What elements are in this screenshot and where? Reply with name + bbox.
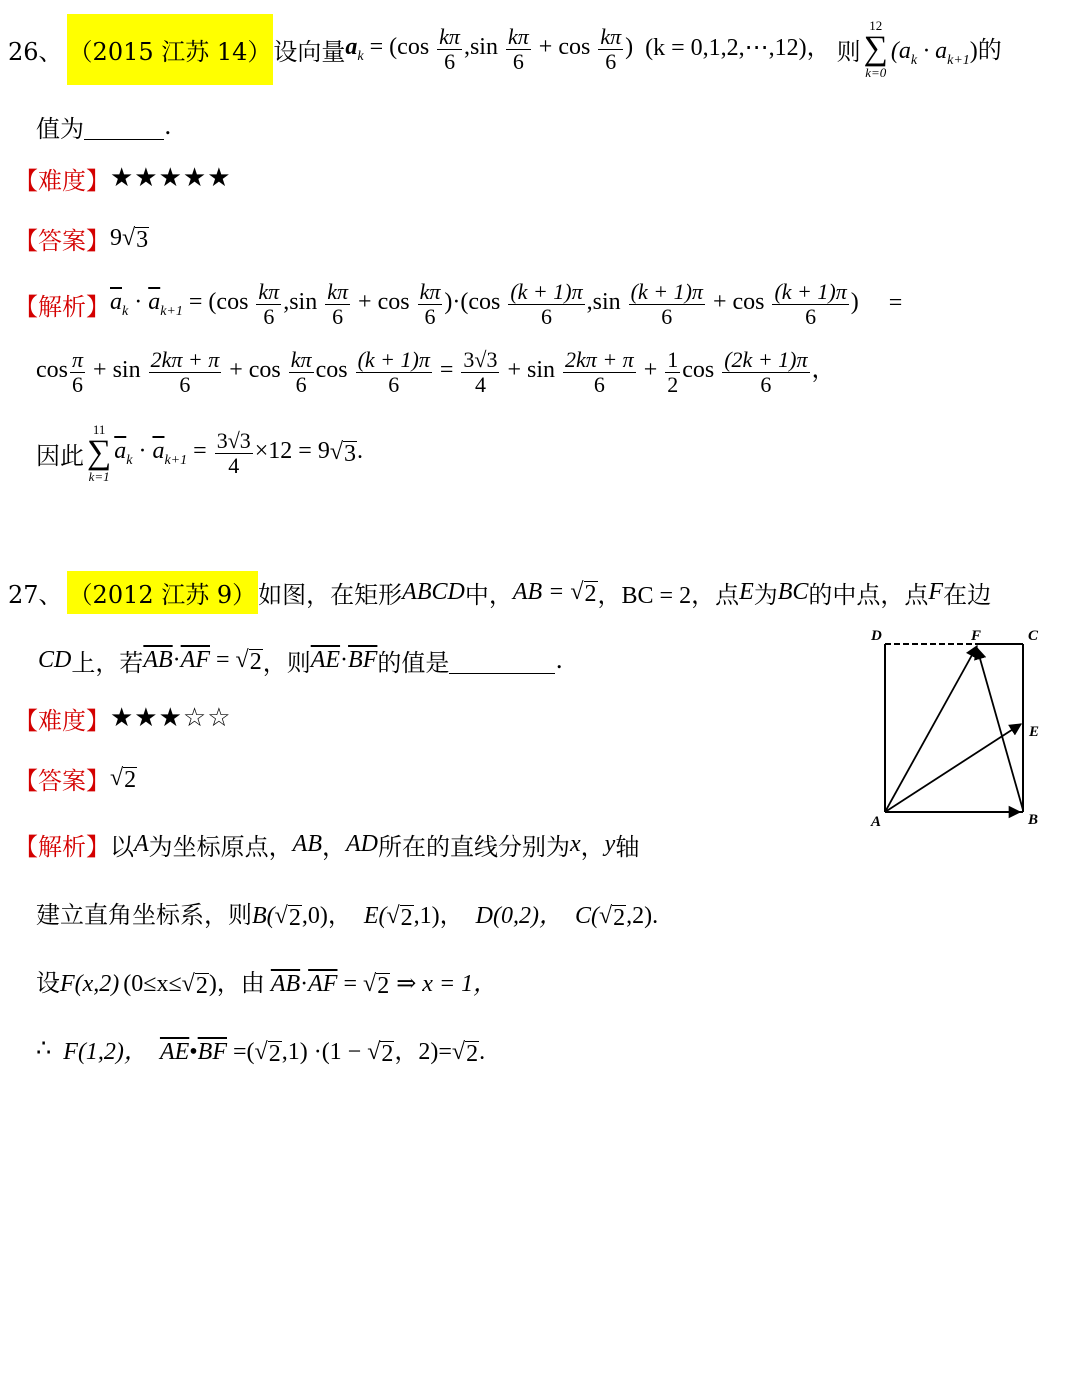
p26-solution-line3 — [36, 420, 363, 486]
p27-condition-line — [38, 640, 563, 680]
p27-e: E — [739, 578, 754, 605]
p27-value-suffix: . — [555, 646, 564, 674]
p27-sol-l1c: 所在的直线分别为 — [378, 832, 570, 861]
p27-sol-sep2: ， — [580, 832, 605, 861]
p27-solution-line2 — [36, 894, 658, 930]
p27-sol-l1b: 为坐标原点， — [148, 832, 293, 861]
p27-f: F — [928, 578, 944, 605]
p26-solution-expr2: cos $\frac{\pi}{6}$ + sin $\frac{2k\pi + \pi}{6}$ + cos $\frac{k\pi}{6}$ cos $\frac{(k + 1)\pi}{6}$ = $\frac{3√3}{4}$ + sin $\frac{2k\pi + \pi}{6}$ + $\frac{1}{2}$ cos $\frac{(2k + 1)\pi}{6}$ ， — [36, 347, 836, 397]
p27-sol-final: F(1,2)， $\overline{AE}•\overline{BF}$ =(√ 2 ,1) ·(1 − √ 2 ，2)=√ 2 . — [63, 1038, 486, 1067]
p27-value-text: 的值是 — [377, 648, 450, 677]
p26-solution-expr1: $\overline{a}_k \cdot \overline{a}_{k+1} = (\cos$ $\frac{k\pi}{6}$ ,sin $\frac{k\pi}{6}$ + cos $\frac{k\pi}{6}$ )·(cos $\frac{(k + 1)\pi}{6}$ ,sin $\frac{(k + 1)\pi}{6}$ + cos $\frac{(k + 1)\pi}{6}$ ) = — [110, 279, 903, 329]
vector-bf — [977, 648, 1023, 810]
p27-query: $\overline{AE}\cdot\overline{BF}$ — [310, 646, 378, 673]
p26-answer-value: 9√ 3 — [110, 224, 149, 253]
p27-stem-text: 如图，在矩形 — [258, 580, 403, 609]
p27-cd: CD — [38, 646, 72, 673]
p26-difficulty-stars: ★★★★★ — [110, 163, 232, 193]
p27-condition: $\overline{AB}\cdot\overline{AF}$ = √ 2 — [143, 646, 262, 675]
p26-number: 26、 — [8, 37, 63, 66]
p27-solution-line4 — [36, 1030, 485, 1066]
p27-sol-l3: 设 — [36, 968, 60, 997]
p27-source-highlight: （2012 江苏 9） — [67, 571, 259, 614]
p26-stem-prefix: 设向量 — [273, 37, 346, 66]
label-d: D — [871, 628, 882, 644]
p26-therefore: 因此 — [36, 441, 84, 470]
p26-solution-expr3: $\overline{a}_k \cdot \overline{a}_{k+1}$ = $\frac{3√3}{4}$ ×12 = 9√ 3 . — [114, 428, 364, 478]
p26-solution-line2 — [36, 344, 836, 400]
p27-ab-eq: AB = √ 2 — [512, 578, 597, 607]
p27-sol-l1: 以 — [110, 832, 134, 861]
p27-sol-sep: ， — [322, 832, 346, 861]
p26-stem-line — [8, 12, 1002, 86]
p27-sol-axis: 轴 — [615, 832, 640, 861]
p26-solution-sum: 11 ∑ k=1 — [87, 422, 112, 484]
p27-answer-tag: 【答案】 — [14, 766, 110, 795]
p26-value-line — [36, 108, 172, 144]
p26-solution-line1 — [14, 276, 902, 332]
p27-solution-line1 — [14, 826, 639, 862]
p26-sum-body: $(a_k \cdot a_{k+1})$的 — [890, 37, 1002, 68]
p26-answer-line — [14, 220, 149, 256]
p27-sol-set-f: F(x,2) (0≤x≤√ 2 )，由 $\overline{AB}\cdot\overline{AF}$ = √ 2 ⇒ x = 1， — [60, 970, 498, 999]
p27-sol-y: y — [604, 830, 616, 857]
p27-abcd: ABCD — [402, 578, 465, 605]
p27-difficulty-stars: ★★★☆☆ — [110, 703, 232, 733]
p27-cond-prefix: 上，若 — [71, 648, 144, 677]
p27-answer-blank[interactable] — [449, 647, 555, 674]
label-f: F — [971, 628, 982, 644]
p27-solution-tag: 【解析】 — [14, 832, 110, 861]
label-b: B — [1028, 812, 1039, 828]
p27-then: ，则 — [262, 648, 311, 677]
p26-difficulty-tag: 【难度】 — [14, 166, 110, 195]
vector-af — [885, 646, 977, 812]
p27-number: 27、 — [8, 580, 63, 609]
p27-answer-line — [14, 760, 137, 796]
p27-bc: BC — [777, 578, 809, 605]
p26-value-suffix: . — [164, 112, 172, 140]
p27-on-edge: 在边 — [943, 580, 992, 609]
p27-sol-therefore: ∴ — [36, 1034, 52, 1062]
p27-sol-ab: AB — [292, 830, 322, 857]
rectangle-abcd — [885, 644, 1023, 812]
label-c: C — [1028, 628, 1039, 644]
vector-ae — [885, 724, 1021, 812]
p27-sol-a: A — [134, 830, 149, 857]
label-e: E — [1029, 724, 1040, 740]
p27-stem-line — [8, 572, 991, 612]
p27-solution-line3 — [36, 962, 497, 998]
rectangle-vector-figure — [865, 622, 1065, 832]
p26-solution-tag: 【解析】 — [14, 292, 110, 321]
p27-sol-x: x — [570, 830, 581, 857]
p27-sol-l2: 建立直角坐标系，则 — [36, 900, 252, 929]
p27-difficulty-line — [14, 700, 232, 736]
p26-answer-tag: 【答案】 — [14, 226, 110, 255]
p26-value-prefix: 值为 — [36, 114, 84, 143]
label-a: A — [871, 814, 882, 830]
p27-is-mid: 为 — [753, 580, 778, 609]
p27-in: 中， — [464, 580, 513, 609]
p26-difficulty-line — [14, 160, 232, 196]
p26-answer-blank[interactable] — [84, 113, 164, 140]
p26-vector-def: $a_k = (\cos$ $\frac{k\pi}{6}$ ,sin $\frac{k\pi}{6}$ + cos $\frac{k\pi}{6}$ ) (k = 0,1,2,⋯,12)， — [345, 24, 831, 74]
p27-bc-eq: ，BC = 2，点 — [597, 582, 740, 609]
p27-sol-ad: AD — [346, 830, 378, 857]
p27-difficulty-tag: 【难度】 — [14, 706, 110, 735]
p26-sum-symbol: 12 ∑ k=0 — [863, 18, 888, 80]
p26-source-highlight: （2015 江苏 14） — [67, 14, 274, 85]
p27-answer-value: √ 2 — [110, 764, 137, 793]
p26-then: 则 — [836, 37, 861, 66]
p27-sol-points: B(√ 2 ,0)， E(√ 2 ,1)， D(0,2)， C(√ 2 ,2). — [252, 902, 659, 931]
p27-mid-text: 的中点，点 — [808, 580, 929, 609]
